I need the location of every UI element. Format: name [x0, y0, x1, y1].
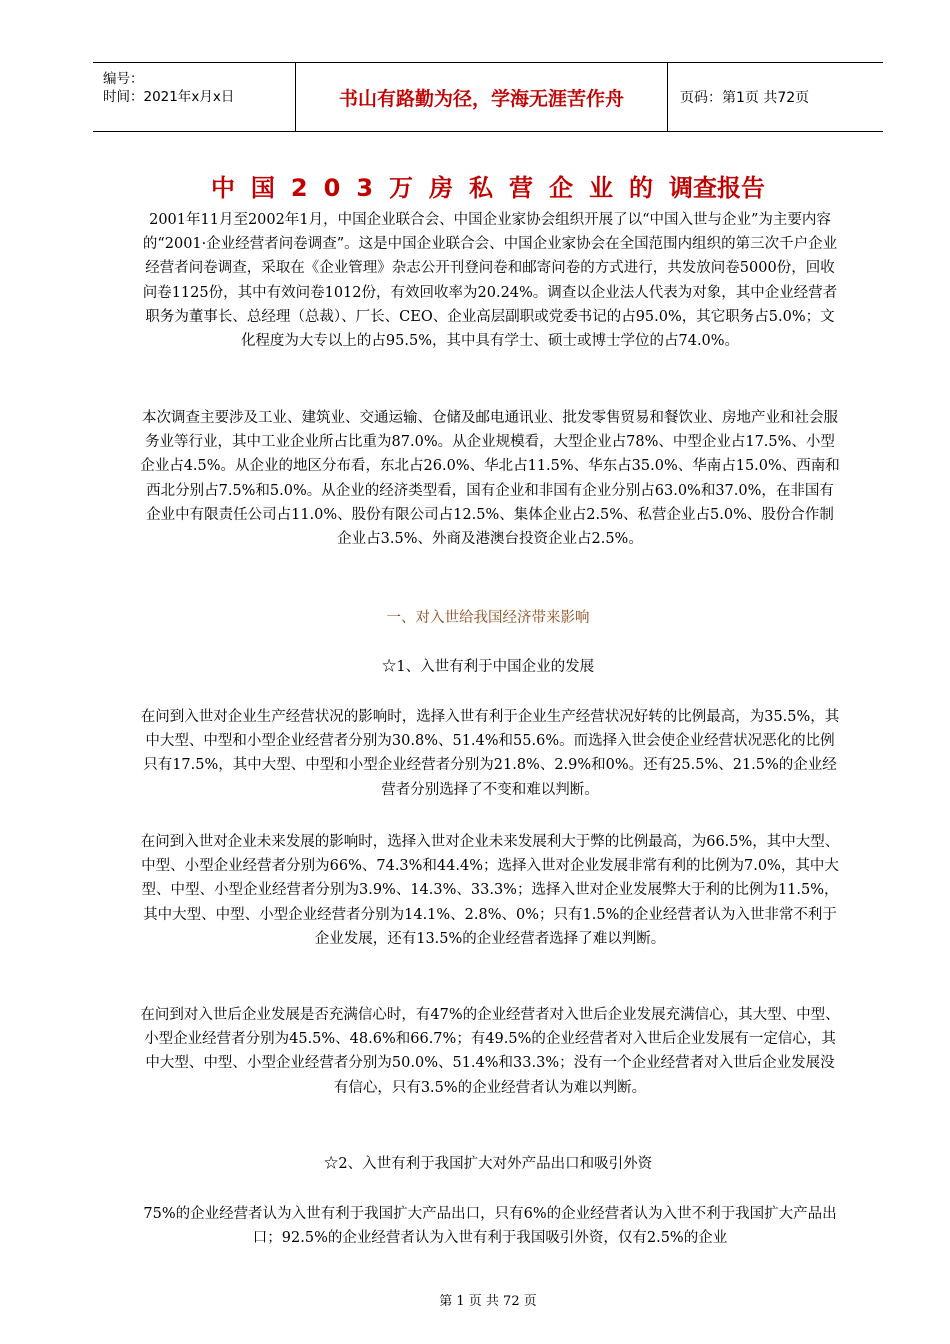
- page-footer: 第 1 页 共 72 页: [439, 1294, 537, 1309]
- header-meta-cell: [93, 63, 296, 131]
- title-tail-part: 调查报告: [669, 174, 766, 202]
- paragraph-intro: 2001年11月至2002年1月，中国企业联合会、中国企业家协会组织开展了以“中国入世与企业”为主要内容的“2001·企业经营者问卷调查”。这是中国企业联合会、中国企业家协会在全国范围内组织的第三次千户企业经营者问卷调查，采取在《企业管理》杂志公开刊登问卷和邮寄问卷的方式进行，共发放问卷5000份，回收问卷1125份，其中有效问卷1012份，有效回收率为20.24%。调查以企业法人代表为对象，其中企业经营者职务为董事长、总经理（总裁）、厂长、CEO、企业高层副职或党委书记的占95.0%，其它职务占5.0%；文化程度为大专以上的占95.5%，其中具有学士、硕士或博士学位的占74.0%。: [142, 212, 838, 350]
- header-table: [93, 62, 883, 132]
- paragraph-operations: 在问到入世对企业生产经营状况的影响时，选择入世有利于企业生产经营状况好转的比例最高，为35.5%，其中大型、中型和小型企业经营者分别为30.8%、51.4%和55.6%。而选择入世会使企业经营状况恶化的比例只有17.5%，其中大型、中型和小型企业经营者分别为21.8%、2.9%和0%。还有25.5%、21.5%的企业经营者分别选择了不变和难以判断。: [140, 709, 840, 798]
- time-label: 时间：2021年x月x日: [103, 89, 235, 105]
- paragraph-exports: 75%的企业经营者认为入世有利于我国扩大产品出口，只有6%的企业经营者认为入世不利于我国扩大产品出口；92.5%的企业经营者认为入世有利于我国吸引外资，仅有2.5%的企业: [143, 1206, 837, 1247]
- paragraph-future: 在问到入世对企业未来发展的影响时，选择入世对企业未来发展利大于弊的比例最高，为66.5%，其中大型、中型、小型企业经营者分别为66%、74.3%和44.4%；选择入世对企业发展非常有利的比例为7.0%，其中大型、中型、小型企业经营者分别为3.9%、14.3%、33.3%；选择入世对企业发展弊大于利的比例为11.5%，其中大型、中型、小型企业经营者分别为14.1%、2.8%、0%；只有1.5%的企业经营者认为入世非常不利于企业发展，还有13.5%的企业经营者选择了难以判断。: [140, 834, 840, 947]
- page-info: 页码：第1页 共72页: [680, 90, 810, 106]
- paragraph-industries: 本次调查主要涉及工业、建筑业、交通运输、仓储及邮电通讯业、批发零售贸易和餐饮业、房地产业和社会服务业等行业，其中工业企业所占比重为87.0%。从企业规模看，大型企业占78%、中型企业占17.5%、小型企业占4.5%。从企业的地区分布看，东北占26.0%、华北占11.5%、华东占35.0%、华南占15.0%、西南和西北分别占7.5%和5.0%。从企业的经济类型看，国有企业和非国有企业分别占63.0%和37.0%，在非国有企业中有限责任公司占11.0%、股份有限公司占12.5%、集体企业占2.5%、私营企业占5.0%、股份合作制企业占3.5%、外商及港澳台投资企业占2.5%。: [140, 410, 840, 548]
- section-heading: 一、对入世给我国经济带来影响: [386, 610, 590, 626]
- number-label: 编号：: [103, 71, 144, 87]
- paragraph-confidence: 在问到对入世后企业发展是否充满信心时，有47%的企业经营者对入世后企业发展充满信心，其大型、中型、小型企业经营者分别为45.5%、48.6%和66.7%；有49.5%的企业经营者对入世后企业发展有一定信心，其中大型、中型、小型企业经营者分别为50.0%、51.4%和33.3%；没有一个企业经营者对入世后企业发展没有信心，只有3.5%的企业经营者认为难以判断。: [140, 1007, 840, 1096]
- motto: 书山有路勤为径，学海无涯苦作舟: [296, 63, 668, 131]
- subsection-heading-1: ☆1、入世有利于中国企业的发展: [381, 659, 595, 675]
- title-spaced-part: 中国203万房私营企业的: [210, 174, 670, 202]
- subsection-heading-2: ☆2、入世有利于我国扩大对外产品出口和吸引外资: [323, 1156, 653, 1172]
- document-title: [93, 168, 883, 203]
